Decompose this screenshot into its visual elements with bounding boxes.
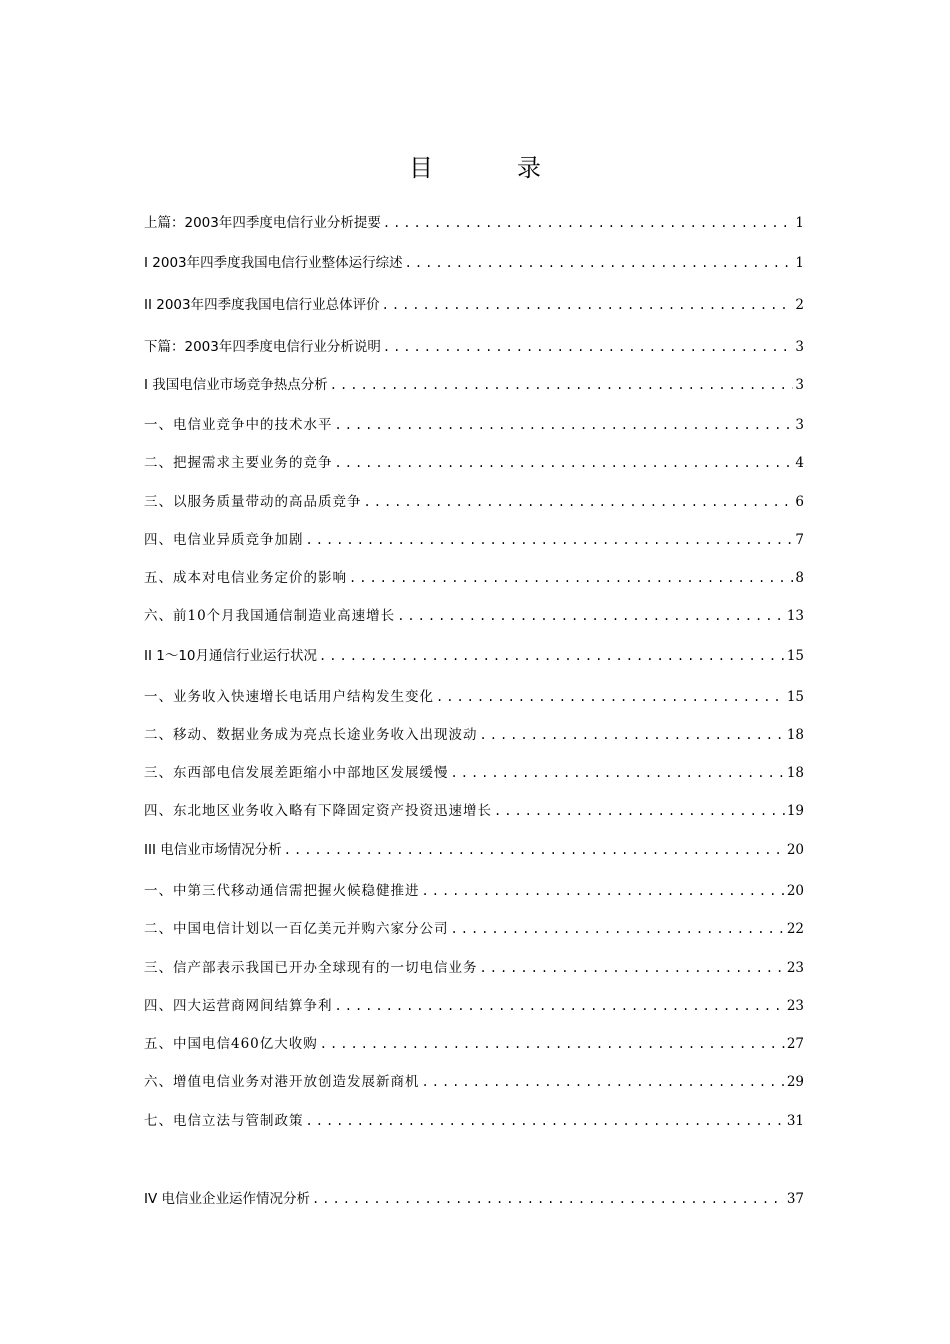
toc-entry[interactable] <box>144 334 804 356</box>
toc-page-number: 7 <box>795 532 804 548</box>
toc-entry[interactable] <box>144 1108 804 1130</box>
toc-page-number: 6 <box>795 494 804 510</box>
toc-dot-leader <box>349 569 793 587</box>
toc-page-number: 18 <box>786 727 804 743</box>
toc-entry[interactable] <box>144 372 804 394</box>
toc-entry-label: 上篇：2003年四季度电信行业分析提要 <box>144 215 381 231</box>
toc-dot-leader <box>383 338 794 356</box>
toc-page-number: 3 <box>795 339 804 355</box>
toc-dot-leader <box>306 531 794 549</box>
toc-entry[interactable] <box>144 643 804 665</box>
toc-dot-leader <box>436 688 785 706</box>
toc-entry-label: 三、东西部电信发展差距缩小中部地区发展缓慢 <box>144 765 449 781</box>
toc-dot-leader <box>330 376 794 394</box>
toc-page-number: 31 <box>786 1113 804 1129</box>
toc-dot-leader <box>312 1190 785 1208</box>
toc-entry-label: II 1～10月通信行业运行状况 <box>144 648 318 664</box>
toc-entry[interactable] <box>144 1031 804 1053</box>
toc-entry[interactable] <box>144 1069 804 1091</box>
toc-entry[interactable] <box>144 1186 804 1208</box>
toc-dot-leader <box>319 647 785 665</box>
toc-dot-leader <box>397 607 785 625</box>
toc-entry-label: 一、中第三代移动通信需把握火候稳健推进 <box>144 883 420 899</box>
toc-page-number: 20 <box>786 883 804 899</box>
toc-page-number: 19 <box>786 803 804 819</box>
toc-entry-label: 五、成本对电信业务定价的影响 <box>144 570 347 586</box>
toc-entry-label: 一、业务收入快速增长电话用户结构发生变化 <box>144 689 434 705</box>
toc-page-number: 1 <box>795 215 804 231</box>
toc-entry[interactable] <box>144 878 804 900</box>
toc-entry-label: 六、增值电信业务对港开放创造发展新商机 <box>144 1074 420 1090</box>
toc-entry[interactable] <box>144 916 804 938</box>
toc-entry[interactable] <box>144 292 804 314</box>
toc-page-number: 13 <box>786 608 804 624</box>
toc-entry[interactable] <box>144 993 804 1015</box>
toc-entry[interactable] <box>144 489 804 511</box>
toc-entry[interactable] <box>144 565 804 587</box>
toc-dot-leader <box>335 997 785 1015</box>
toc-entry-label: 六、前10个月我国通信制造业高速增长 <box>144 608 396 624</box>
toc-page-number: 23 <box>786 998 804 1014</box>
toc-entry-label: 四、四大运营商网间结算争利 <box>144 998 333 1014</box>
toc-dot-leader <box>335 416 794 434</box>
toc-entry-label: 二、把握需求主要业务的竞争 <box>144 455 333 471</box>
toc-entry-label: 一、电信业竞争中的技术水平 <box>144 417 333 433</box>
toc-dot-leader <box>480 959 785 977</box>
toc-page-number: 15 <box>786 648 804 664</box>
page-title: 目 录 <box>409 154 571 182</box>
toc-entry[interactable] <box>144 760 804 782</box>
toc-entry[interactable] <box>144 684 804 706</box>
toc-page-number: 3 <box>795 377 804 393</box>
toc-entry-label: 三、以服务质量带动的高品质竞争 <box>144 494 362 510</box>
toc-entry-label: IV 电信业企业运作情况分析 <box>144 1191 311 1207</box>
toc-page-number: 20 <box>786 842 804 858</box>
toc-entry-label: 下篇：2003年四季度电信行业分析说明 <box>144 339 381 355</box>
toc-page-number: 3 <box>795 417 804 433</box>
toc-entry[interactable] <box>144 798 804 820</box>
toc-entry-label: I 我国电信业市场竞争热点分析 <box>144 377 328 393</box>
toc-page-number: 15 <box>786 689 804 705</box>
toc-page-number: 8 <box>795 570 804 586</box>
toc-entry-label: 三、信产部表示我国已开办全球现有的一切电信业务 <box>144 960 478 976</box>
toc-entry-label: 五、中国电信460亿大收购 <box>144 1036 318 1052</box>
toc-entry-label: 七、电信立法与管制政策 <box>144 1113 304 1129</box>
toc-page-number: 37 <box>786 1191 804 1207</box>
toc-entry[interactable] <box>144 450 804 472</box>
toc-dot-leader <box>382 296 794 314</box>
toc-page-number: 18 <box>786 765 804 781</box>
toc-dot-leader <box>480 726 785 744</box>
toc-entry-label: 四、电信业异质竞争加剧 <box>144 532 304 548</box>
toc-dot-leader <box>422 1073 785 1091</box>
toc-dot-leader <box>364 493 794 511</box>
toc-dot-leader <box>494 802 785 820</box>
toc-entry[interactable] <box>144 955 804 977</box>
toc-entry[interactable] <box>144 722 804 744</box>
toc-entry[interactable] <box>144 837 804 859</box>
toc-page-number: 29 <box>786 1074 804 1090</box>
toc-dot-leader <box>335 454 794 472</box>
toc-entry-label: I 2003年四季度我国电信行业整体运行综述 <box>144 255 403 271</box>
toc-dot-leader <box>284 841 785 859</box>
toc-entry[interactable] <box>144 210 804 232</box>
toc-page-number: 22 <box>786 921 804 937</box>
toc-page-number: 1 <box>795 255 804 271</box>
toc-entry[interactable] <box>144 250 804 272</box>
toc-entry-label: 二、中国电信计划以一百亿美元并购六家分公司 <box>144 921 449 937</box>
toc-dot-leader <box>405 254 794 272</box>
toc-entry-label: III 电信业市场情况分析 <box>144 842 282 858</box>
toc-dot-leader <box>320 1035 785 1053</box>
toc-entry[interactable] <box>144 603 804 625</box>
toc-entry-label: II 2003年四季度我国电信行业总体评价 <box>144 297 380 313</box>
toc-dot-leader <box>451 764 785 782</box>
toc-entry-label: 四、东北地区业务收入略有下降固定资产投资迅速增长 <box>144 803 492 819</box>
toc-dot-leader <box>383 214 794 232</box>
toc-page-number: 27 <box>786 1036 804 1052</box>
toc-entry-label: 二、移动、数据业务成为亮点长途业务收入出现波动 <box>144 727 478 743</box>
toc-page-number: 2 <box>795 297 804 313</box>
toc-dot-leader <box>422 882 785 900</box>
toc-dot-leader <box>306 1112 785 1130</box>
toc-dot-leader <box>451 920 785 938</box>
toc-page-number: 23 <box>786 960 804 976</box>
toc-entry[interactable] <box>144 412 804 434</box>
toc-page-number: 4 <box>795 455 804 471</box>
toc-entry[interactable] <box>144 527 804 549</box>
